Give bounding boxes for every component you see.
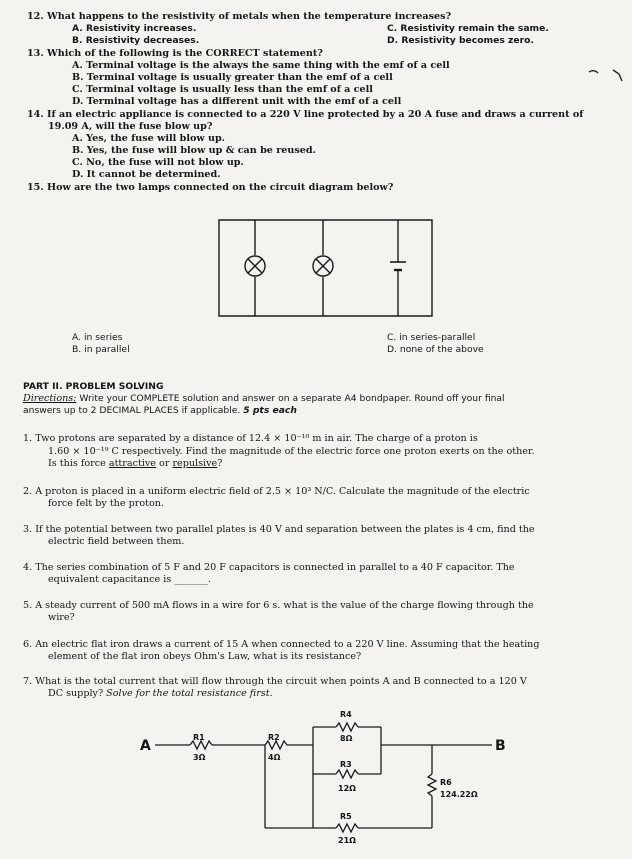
q12-option-c: C. Resistivity remain the same.	[387, 23, 549, 34]
q14-option-b: B. Yes, the fuse will blow up & can be reused.	[72, 145, 316, 156]
problem-2-line1: 2. A proton is placed in a uniform electric field of 2.5 × 10³ N/C. Calculate the magnitude of the electric	[23, 486, 530, 497]
problem-1-line3: Is this force attractive or repulsive?	[48, 458, 223, 469]
problem-5-line2: wire?	[48, 612, 75, 623]
problem-4-line2: equivalent capacitance is _______.	[48, 574, 211, 585]
problem-4-line1: 4. The series combination of 5 F and 20 F capacitors is connected in parallel to a 40 F capacitor. The	[23, 562, 515, 573]
problem-6-line1: 6. An electric flat iron draws a current of 15 A when connected to a 220 V line. Assuming that the heating	[23, 639, 540, 650]
point-a-label: A	[140, 738, 151, 754]
point-b-label: B	[495, 738, 506, 754]
q13-stem: 13. Which of the following is the CORRECT statement?	[27, 48, 323, 59]
r2-resistor-icon	[265, 741, 287, 749]
problem-6-line2: element of the flat iron obeys Ohm's Law, what is its resistance?	[48, 651, 362, 662]
q15-stem: 15. How are the two lamps connected on the circuit diagram below?	[27, 182, 394, 193]
r1-resistor-icon	[190, 741, 212, 749]
word-repulsive: repulsive	[172, 458, 218, 469]
r6-resistor-icon	[428, 774, 436, 796]
r5-label: R5	[340, 812, 352, 821]
directions-text-2: answers up to 2 DECIMAL PLACES if applicable.	[23, 405, 244, 416]
directions-text-1: Write your COMPLETE solution and answer on a separate A4 bondpaper. Round off your final	[76, 393, 505, 404]
r4-resistor-icon	[336, 723, 358, 731]
word-attractive: attractive	[108, 458, 156, 469]
q15-option-d: D. none of the above	[387, 344, 484, 355]
q12-option-a: A. Resistivity increases.	[72, 23, 197, 34]
problem-5-line1: 5. A steady current of 500 mA flows in a wire for 6 s. what is the value of the charge flowing through the	[23, 600, 534, 611]
r3-value: 12Ω	[338, 784, 356, 793]
q12-stem: 12. What happens to the resistivity of metals when the temperature increases?	[27, 11, 452, 22]
problem-1-line2: 1.60 × 10⁻¹⁹ C respectively. Find the magnitude of the electric force one proton exerts on the other.	[48, 446, 535, 457]
r1-label: R1	[193, 733, 205, 742]
q14-option-c: C. No, the fuse will not blow up.	[72, 157, 244, 168]
problem-7-hint: Solve for the total resistance first.	[106, 688, 273, 699]
problem-2-line2: force felt by the proton.	[48, 498, 164, 509]
r6-value: 124.22Ω	[440, 790, 478, 799]
q13-option-d: D. Terminal voltage has a different unit with the emf of a cell	[72, 96, 402, 107]
q13-option-a: A. Terminal voltage is the always the same thing with the emf of a cell	[72, 60, 450, 71]
r3-label: R3	[340, 760, 352, 769]
q14-option-a: A. Yes, the fuse will blow up.	[72, 133, 226, 144]
r4-value: 8Ω	[340, 734, 353, 743]
q14-stem-line1: 14. If an electric appliance is connected to a 220 V line protected by a 20 A fuse and draws a current of	[27, 109, 584, 120]
problem-3-line2: electric field between them.	[48, 536, 185, 547]
q15-option-b: B. in parallel	[72, 344, 130, 355]
r5-value: 21Ω	[338, 836, 356, 845]
r6-label: R6	[440, 778, 452, 787]
problem-1-line1: 1. Two protons are separated by a distance of 12.4 × 10⁻¹⁰ m in air. The charge of a proton is	[23, 433, 478, 444]
r5-resistor-icon	[336, 824, 358, 832]
r4-label: R4	[340, 710, 352, 719]
part2-title: PART II. PROBLEM SOLVING	[23, 381, 164, 392]
r3-resistor-icon	[336, 770, 358, 778]
r2-label: R2	[268, 733, 280, 742]
q12-option-b: B. Resistivity decreases.	[72, 35, 200, 46]
r1-value: 3Ω	[193, 753, 206, 762]
q12-option-d: D. Resistivity becomes zero.	[387, 35, 534, 46]
q14-option-d: D. It cannot be determined.	[72, 169, 221, 180]
problem-3-line1: 3. If the potential between two parallel plates is 40 V and separation between the plates is 4 cm, find the	[23, 524, 535, 535]
problem-7-line1: 7. What is the total current that will flow through the circuit when points A and B connected to a 120 V	[23, 676, 527, 687]
directions-label: Directions:	[23, 393, 77, 404]
q14-stem-line2: 19.09 A, will the fuse blow up?	[48, 121, 213, 132]
points-label: 5 pts each	[243, 405, 297, 416]
q13-option-b: B. Terminal voltage is usually greater than the emf of a cell	[72, 72, 393, 83]
q13-option-c: C. Terminal voltage is usually less than the emf of a cell	[72, 84, 373, 95]
r2-value: 4Ω	[268, 753, 281, 762]
q15-option-a: A. in series	[72, 332, 123, 343]
q15-option-c: C. in series-parallel	[387, 332, 476, 343]
problem-7-line2: DC supply? Solve for the total resistance first.	[48, 688, 273, 699]
